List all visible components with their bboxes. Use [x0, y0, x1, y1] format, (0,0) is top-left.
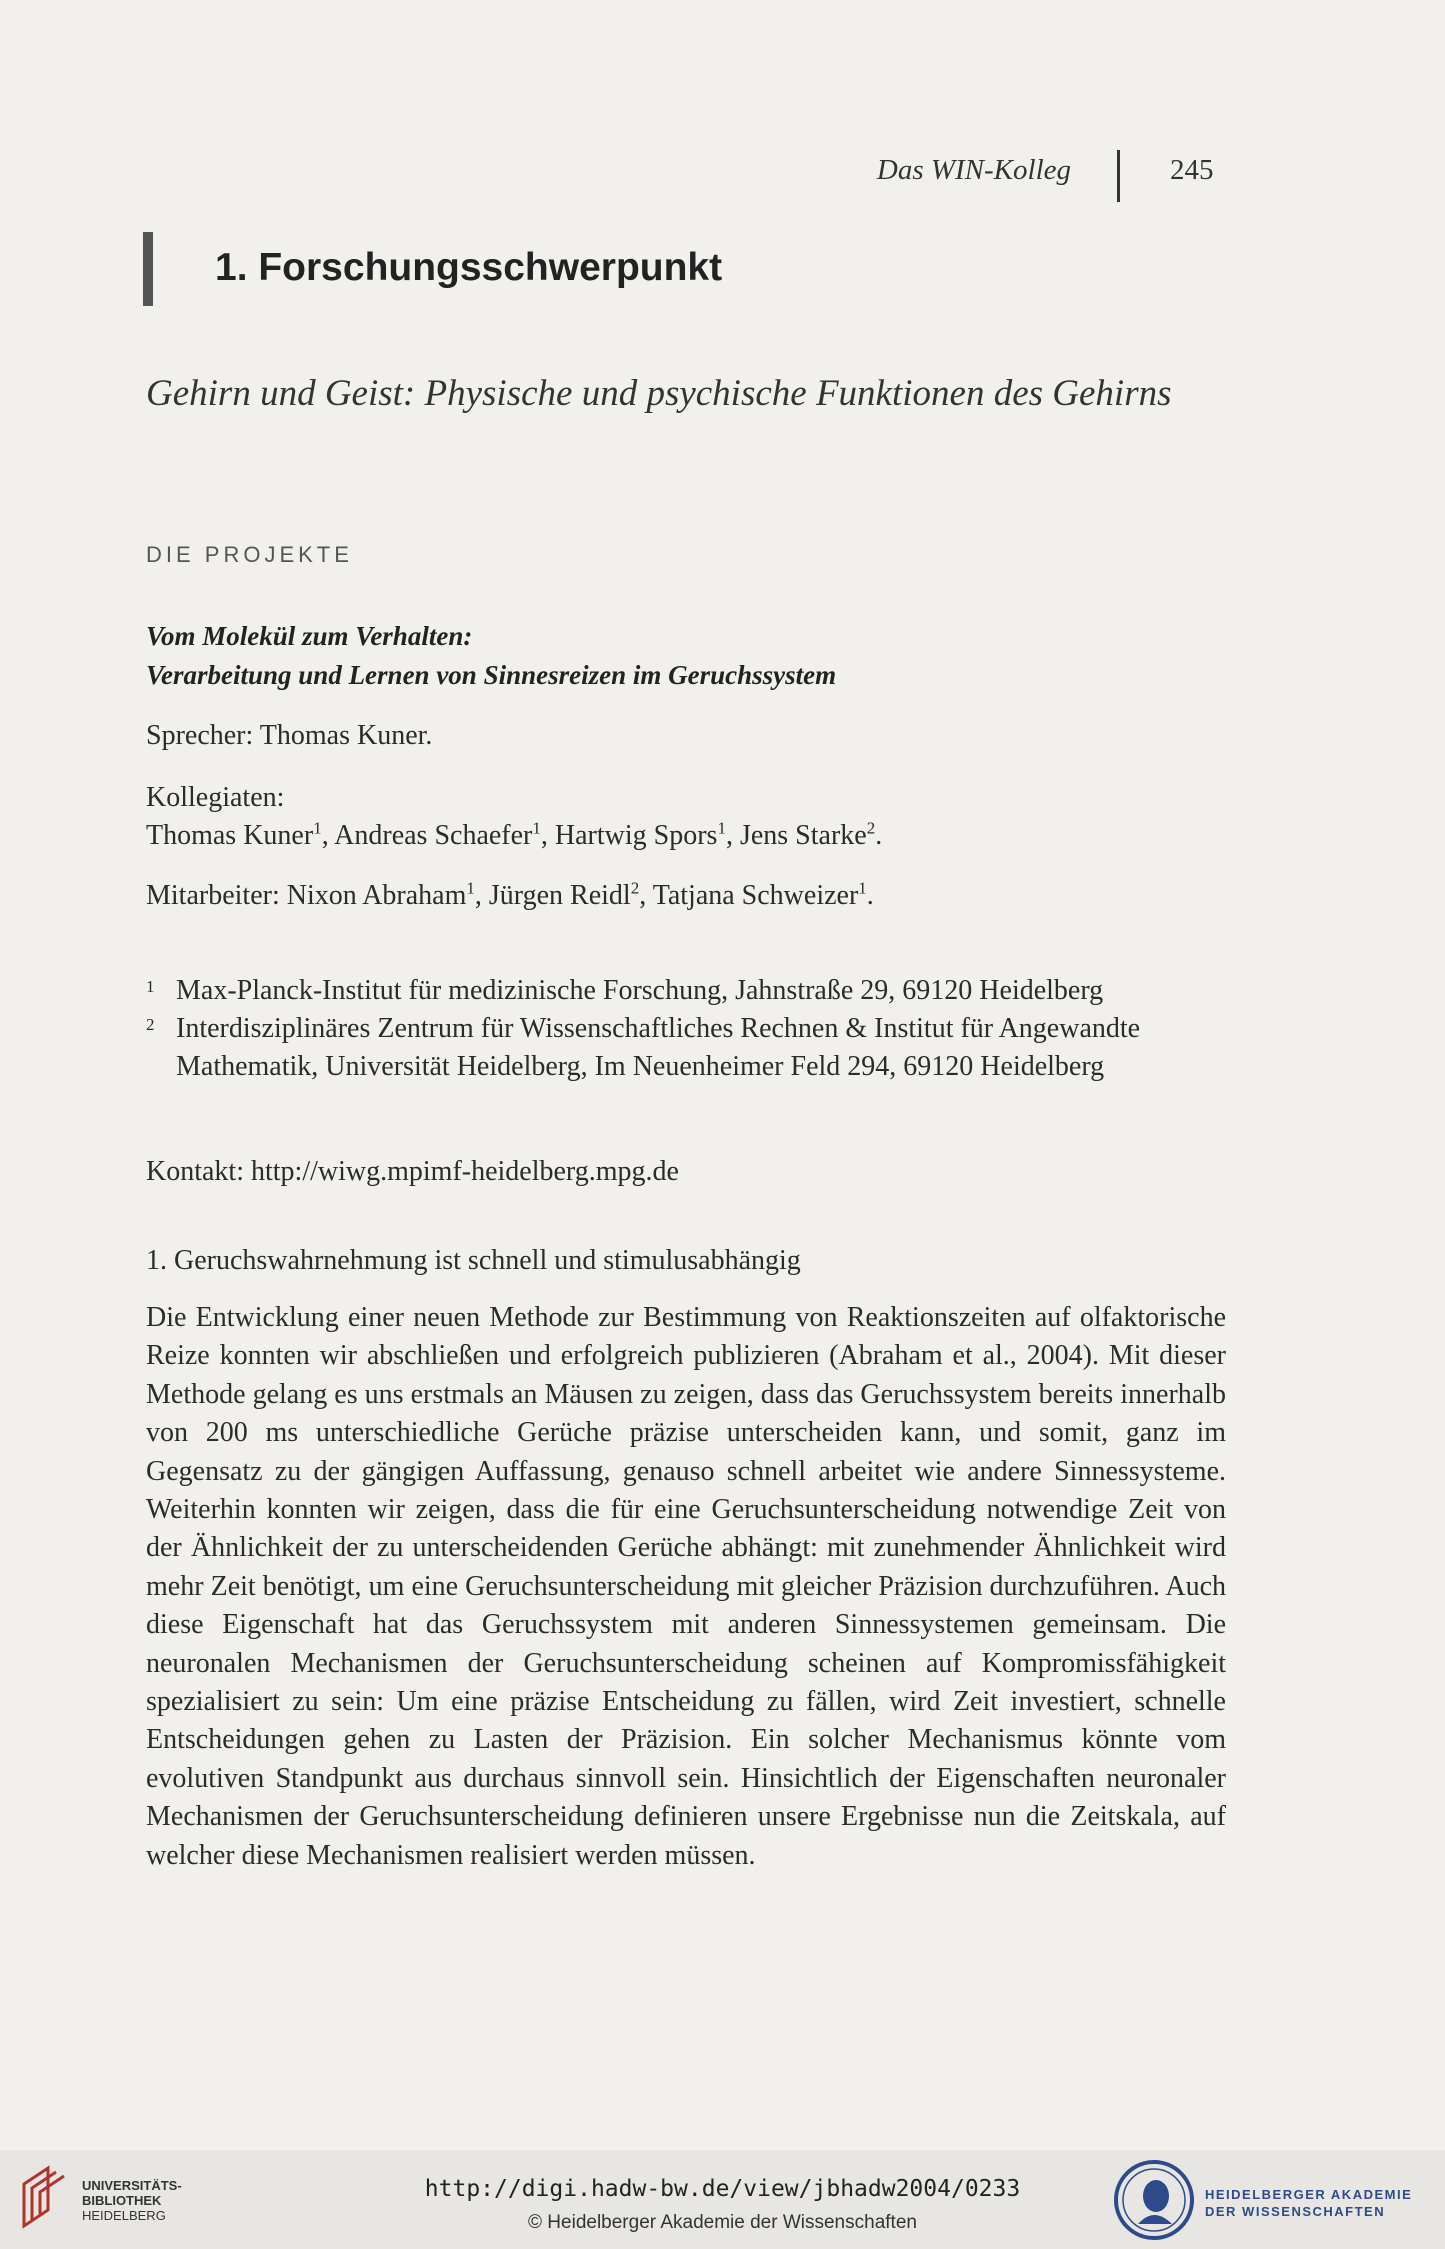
footnote-mark: 2 [146, 1015, 155, 1034]
mitarbeiter-name: Nixon Abraham [286, 880, 467, 911]
project-title [146, 617, 836, 695]
mitarbeiter-line [146, 877, 874, 915]
academy-line-2: DER WISSENSCHAFTEN [1205, 2204, 1386, 2219]
kollegiat-affiliation-mark: 2 [866, 818, 876, 838]
kollegiat-name: Andreas Schaefer [334, 820, 533, 851]
kollegiaten-list: Thomas Kuner$^1$, Andreas Schaefer$^1$, Hartwig Spors$^1$, Jens Starke$^2$. [146, 818, 883, 851]
kollegiat-affiliation-mark: 1 [717, 818, 726, 838]
academy-name [1205, 2186, 1412, 2220]
kollegiaten-label: Kollegiaten: [146, 782, 285, 813]
footnotes [146, 972, 1226, 1086]
section-subtitle: Gehirn und Geist: Physische und psychische Funktionen des Gehirns [146, 373, 1172, 414]
projects-label: DIE PROJEKTE [146, 542, 353, 567]
footnote-text: Interdisziplinäres Zentrum für Wissenschaftliches Rechnen & Institut für Angewandte Mathematik, Universität Heidelberg, Im Neuenheimer Feld 294, 69120 Heidelberg [176, 1013, 1141, 1082]
mitarbeiter-affiliation-mark: 2 [630, 878, 640, 898]
footnote [146, 1010, 1226, 1086]
library-line-3: HEIDELBERG [82, 2208, 166, 2223]
mitarbeiter-list: Nixon Abraham$^1$, Jürgen Reidl$^2$, Tatjana Schweizer$^1$. [286, 878, 874, 911]
kollegiat-name: Hartwig Spors [554, 820, 718, 851]
library-line-1: UNIVERSITÄTS- [82, 2178, 182, 2193]
running-head-title: Das WIN-Kolleg [876, 154, 1071, 186]
subsection-heading: 1. Geruchswahrnehmung ist schnell und stimulusabhängig [146, 1245, 801, 1276]
footnote [146, 972, 1226, 1010]
kollegiat-name: Thomas Kuner [146, 820, 314, 851]
contact-line: Kontakt: http://wiwg.mpimf-heidelberg.mpg.de [146, 1156, 679, 1187]
kollegiat-affiliation-mark: 1 [313, 818, 322, 838]
footer-bar [0, 2150, 1445, 2249]
project-title-line1: Vom Molekül zum Verhalten: [146, 621, 473, 651]
library-line-2: BIBLIOTHEK [82, 2193, 162, 2208]
footnote-mark: 1 [146, 977, 155, 996]
kollegiat-affiliation-mark: 1 [532, 818, 541, 838]
body-paragraph: Die Entwicklung einer neuen Methode zur Bestimmung von Reaktionszeiten auf olfaktorische Reize konnten wir abschließen und erfolgreich publizieren (Abraham et al., 2004). Mit dieser Methode gelang es uns erstmals an Mäusen zu zeigen, dass das Geruchssystem bereits innerhalb von 200 ms unterschiedliche Gerüche präzise unterscheiden kann, und somit, ganz im Gegensatz zu der gängigen Auffassung, genauso schnell arbeitet wie andere Sinnessysteme. Weiterhin konnten wir zeigen, dass die für eine Geruchsunterscheidung notwendige Zeit von der Ähnlichkeit der zu unterscheidenden Gerüche abhängt: mit zunehmender Ähnlichkeit wird mehr Zeit benötigt, um eine Geruchsunterscheidung mit gleicher Präzision durchzuführen. Auch diese Eigenschaft hat das Geruchssystem mit anderen Sinnessystemen gemeinsam. Die neuronalen Mechanismen der Geruchsunterscheidung scheinen auf Kompromissfähigkeit spezialisiert zu sein: Um eine präzise Entscheidung zu fällen, wird Zeit investiert, schnelle Entscheidungen gehen zu Lasten der Präzision. Ein solcher Mechanismus könnte vom evolutiven Standpunkt aus durchaus sinnvoll sein. Hinsichtlich der Eigenschaften neuronaler Mechanismen der Geruchsunterscheidung definieren unsere Ergebnisse nun die Zeitskala, auf welcher diese Mechanismen realisiert werden müssen. [146, 1302, 1226, 1871]
mitarbeiter-label: Mitarbeiter: [146, 880, 287, 911]
section-heading: 1. Forschungsschwerpunkt [215, 246, 723, 289]
running-head [0, 150, 1445, 200]
section-marker-bar [143, 232, 153, 306]
copyright-notice: © Heidelberger Akademie der Wissenschaften [528, 2212, 917, 2233]
mitarbeiter-name: Tatjana Schweizer [652, 880, 859, 911]
running-head-divider [1117, 150, 1120, 202]
mitarbeiter-affiliation-mark: 1 [466, 878, 475, 898]
academy-seal-icon [1112, 2158, 1196, 2242]
project-title-line2: Verarbeitung und Lernen von Sinnesreizen im Geruchssystem [146, 660, 837, 690]
page-number: 245 [1170, 154, 1214, 186]
footnote-text: Max-Planck-Institut für medizinische Forschung, Jahnstraße 29, 69120 Heidelberg [176, 975, 1104, 1006]
kollegiat-name: Jens Starke [739, 820, 867, 851]
mitarbeiter-affiliation-mark: 1 [858, 878, 867, 898]
kollegiaten-block [146, 779, 882, 855]
mitarbeiter-name: Jürgen Reidl [488, 880, 631, 911]
permalink-url[interactable]: http://digi.hadw-bw.de/view/jbhadw2004/0233 [424, 2176, 1021, 2202]
academy-line-1: HEIDELBERGER AKADEMIE [1205, 2187, 1413, 2202]
speaker-line: Sprecher: Thomas Kuner. [146, 720, 433, 751]
